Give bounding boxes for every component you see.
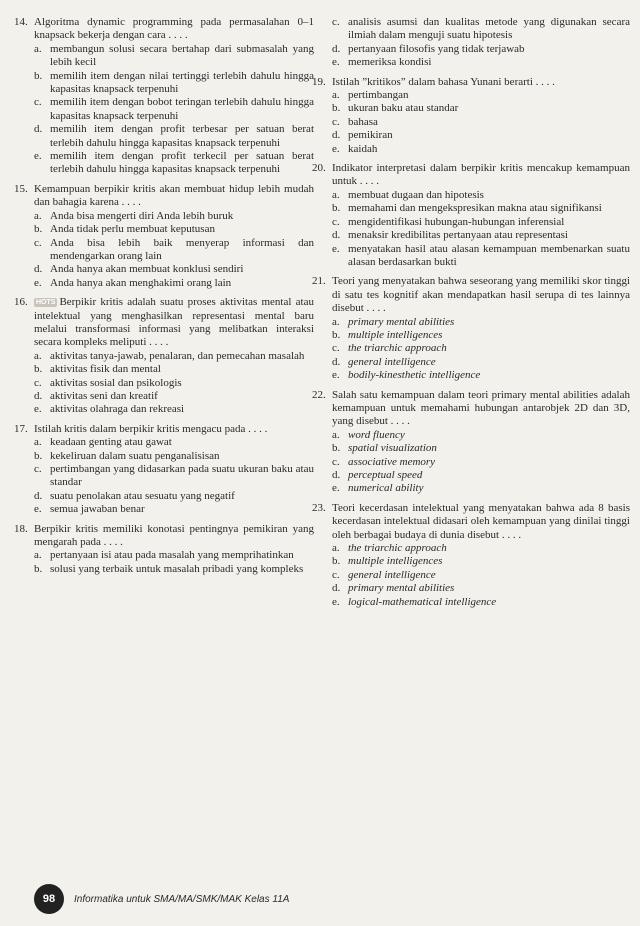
- answer-option: [312, 569, 630, 582]
- option-letter: b.: [332, 555, 341, 568]
- options-list: [312, 16, 630, 70]
- option-letter: e.: [332, 242, 340, 255]
- option-text: Anda tidak perlu membuat keputusan: [50, 223, 215, 236]
- option-text: multiple intelligences: [348, 555, 443, 568]
- options-list: [14, 549, 314, 576]
- option-text: associative memory: [348, 455, 436, 468]
- option-text: memilih item dengan profit terkecil per satuan berat terlebih dahulu hingga kapasitas knapsack terpenuhi: [50, 150, 314, 176]
- option-text: pertanyaan isi atau pada masalah yang memprihatinkan: [50, 549, 294, 562]
- option-text: memilih item dengan profit terbesar per satuan berat terlebih dahulu hingga kapasitas knapsack terpenuhi: [50, 123, 314, 149]
- book-title: Informatika untuk SMA/MA/SMK/MAK Kelas 11A: [74, 893, 290, 905]
- option-text: Anda hanya akan membuat konklusi sendiri: [50, 263, 244, 276]
- answer-option: [312, 229, 630, 242]
- question-stem: [14, 523, 314, 550]
- answer-option: [14, 450, 314, 463]
- option-letter: c.: [332, 215, 340, 228]
- answer-option: [312, 342, 630, 355]
- question-text-body: Indikator interpretasi dalam berpikir kritis mencakup kemampuan untuk . . . .: [332, 162, 630, 188]
- answer-option: [14, 123, 314, 150]
- answer-option: [312, 143, 630, 156]
- hots-badge: HOTS: [36, 299, 56, 307]
- question-number: 21.: [312, 275, 326, 288]
- option-text: keadaan genting atau gawat: [50, 436, 172, 449]
- question-text-body: Istilah kritis dalam berpikir kritis mengacu pada . . . .: [34, 422, 268, 435]
- question-stem: [312, 502, 630, 542]
- option-letter: b.: [332, 102, 341, 115]
- options-list: [312, 429, 630, 496]
- option-text: general intelligence: [348, 568, 436, 581]
- answer-option: [312, 189, 630, 202]
- option-text: spatial visualization: [348, 442, 437, 455]
- answer-option: [14, 503, 314, 516]
- question-text: [34, 16, 314, 43]
- option-letter: d.: [332, 469, 341, 481]
- option-letter: d.: [332, 229, 341, 242]
- option-text: suatu penolakan atau sesuatu yang negatif: [50, 489, 235, 502]
- option-text: mengidentifikasi hubungan-hubungan inferensial: [348, 215, 565, 228]
- answer-option: [312, 442, 630, 455]
- option-letter: d.: [332, 355, 341, 368]
- option-text: aktivitas fisik dan mental: [50, 363, 161, 376]
- option-text: memilih item dengan nilai tertinggi terlebih dahulu hingga kapasitas knapsack terpenuhi: [50, 69, 314, 96]
- answer-option: [14, 436, 314, 449]
- option-letter: b.: [34, 449, 43, 462]
- option-letter: c.: [34, 376, 42, 389]
- option-letter: a.: [332, 315, 340, 328]
- question-text: [34, 523, 314, 550]
- option-letter: b.: [34, 562, 43, 575]
- option-text: the triarchic approach: [348, 542, 447, 555]
- left-column: [14, 16, 314, 582]
- option-text: bahasa: [348, 115, 378, 128]
- question: [14, 296, 314, 417]
- option-letter: d.: [34, 123, 43, 136]
- answer-option: [312, 129, 630, 142]
- option-letter: a.: [34, 349, 42, 362]
- answer-option: [312, 469, 630, 482]
- option-letter: a.: [34, 42, 42, 55]
- options-list: [312, 189, 630, 269]
- answer-option: [312, 202, 630, 215]
- answer-option: [312, 369, 630, 382]
- question-text: [332, 76, 630, 89]
- answer-option: [14, 350, 314, 363]
- option-text: primary mental abilities: [348, 315, 455, 328]
- options-list: [14, 43, 314, 177]
- answer-option: [312, 482, 630, 495]
- option-text: perceptual speed: [348, 469, 423, 481]
- option-text: Anda bisa lebih baik menyerap informasi dan mendengarkan orang lain: [50, 236, 314, 262]
- answer-option: [14, 549, 314, 562]
- answer-option: [14, 403, 314, 416]
- answer-option: [312, 596, 630, 609]
- answer-option: [14, 43, 314, 70]
- options-list: [14, 350, 314, 417]
- answer-option: [14, 210, 314, 223]
- option-letter: e.: [34, 150, 42, 163]
- question-number: 19.: [312, 75, 326, 88]
- option-text: pertimbangan yang didasarkan pada suatu ukuran baku atau standar: [50, 463, 314, 489]
- option-letter: c.: [332, 342, 340, 355]
- option-text: the triarchic approach: [348, 342, 447, 355]
- question-number: 18.: [14, 522, 28, 535]
- option-text: aktivitas tanya-jawab, penalaran, dan pemecahan masalah: [50, 349, 305, 362]
- option-text: memilih item dengan bobot teringan terlebih dahulu hingga kapasitas knapsack terpenuhi: [50, 96, 314, 122]
- option-letter: e.: [332, 595, 340, 608]
- option-letter: d.: [332, 42, 341, 55]
- question-stem: [14, 423, 314, 436]
- question-text-body: Salah satu kemampuan dalam teori primary mental abilities adalah kemampuan untuk memahami hubungan antarobjek 2D dan 3D, yang disebut . . . .: [332, 388, 630, 428]
- option-text: kekeliruan dalam suatu penganalisisan: [50, 449, 220, 462]
- question-text: [34, 183, 314, 210]
- question-text: [332, 502, 630, 542]
- options-list: [14, 210, 314, 290]
- answer-option: [14, 96, 314, 123]
- option-text: logical-mathematical intelligence: [348, 595, 497, 608]
- option-text: membangun solusi secara bertahap dari submasalah yang lebih kecil: [50, 42, 314, 69]
- answer-option: [14, 223, 314, 236]
- option-text: analisis asumsi dan kualitas metode yang digunakan secara ilmiah dalam menguji suatu hipotesis: [348, 16, 630, 42]
- answer-option: [14, 263, 314, 276]
- answer-option: [312, 555, 630, 568]
- option-letter: a.: [332, 89, 340, 102]
- question-text-body: Istilah ”kritikos” dalam bahasa Yunani berarti . . . .: [332, 75, 555, 88]
- option-text: Anda bisa mengerti diri Anda lebih buruk: [50, 209, 234, 222]
- answer-option: [312, 102, 630, 115]
- question-stem: [14, 16, 314, 43]
- question-stem: [312, 76, 630, 89]
- option-letter: b.: [34, 363, 43, 376]
- option-text: menyatakan hasil atau alasan kemampuan membenarkan suatu alasan berdasarkan bukti: [348, 242, 630, 268]
- option-letter: e.: [34, 503, 42, 516]
- question: [312, 76, 630, 156]
- answer-option: [14, 363, 314, 376]
- question: [14, 523, 314, 577]
- option-letter: e.: [34, 403, 42, 416]
- option-letter: c.: [332, 16, 340, 28]
- answer-option: [312, 542, 630, 555]
- options-list: [14, 436, 314, 516]
- question-text: [34, 296, 314, 350]
- option-letter: e.: [34, 276, 42, 289]
- option-letter: d.: [34, 489, 43, 502]
- option-text: ukuran baku atau standar: [348, 102, 459, 115]
- option-text: Anda hanya akan menghakimi orang lain: [50, 276, 232, 289]
- question-text: [34, 423, 314, 436]
- question: [14, 16, 314, 177]
- option-letter: c.: [332, 115, 340, 128]
- option-text: general intelligence: [348, 355, 436, 368]
- question: [14, 183, 314, 290]
- answer-option: [14, 377, 314, 390]
- option-letter: d.: [34, 263, 43, 276]
- answer-option: [14, 150, 314, 177]
- option-letter: a.: [332, 428, 340, 441]
- option-text: memahami dan mengekspresikan makna atau signifikansi: [348, 202, 602, 215]
- question-text-body: Kemampuan berpikir kritis akan membuat hidup lebih mudah dan bahagia karena . . . .: [34, 182, 314, 209]
- option-letter: a.: [332, 188, 340, 201]
- option-letter: b.: [34, 223, 43, 236]
- question-text: [332, 389, 630, 429]
- option-text: pertanyaan filosofis yang tidak terjawab: [348, 42, 525, 55]
- question-stem: [14, 296, 314, 350]
- answer-option: [312, 43, 630, 56]
- question-text-body: Teori yang menyatakan bahwa seseorang yang memiliki skor tinggi di satu tes kognitif akan mendapatkan hasil serupa di tes lainnya disebut . . . .: [332, 275, 630, 315]
- question: [312, 389, 630, 496]
- option-letter: c.: [34, 96, 42, 109]
- option-text: menaksir kredibilitas pertanyaan atau representasi: [348, 229, 568, 242]
- option-letter: e.: [332, 142, 340, 155]
- question-text-body: Teori kecerdasan intelektual yang menyatakan bahwa ada 8 basis kecerdasan intelektual didasari oleh kemampuan yang dinilai tinggi oleh berbagai budaya di dunia disebut . . . .: [332, 501, 630, 541]
- page-number: 98: [34, 884, 64, 914]
- option-letter: b.: [34, 69, 43, 82]
- option-text: bodily-kinesthetic intelligence: [348, 369, 481, 382]
- option-text: aktivitas seni dan kreatif: [50, 389, 158, 402]
- answer-option: [14, 237, 314, 264]
- question-stem: [312, 275, 630, 315]
- option-text: numerical ability: [348, 482, 424, 495]
- page-footer: [34, 884, 289, 914]
- answer-option: [14, 563, 314, 576]
- option-letter: b.: [332, 328, 341, 341]
- answer-option: [312, 456, 630, 469]
- option-letter: a.: [34, 436, 42, 449]
- question-text-body: Berpikir kritis adalah suatu proses aktivitas mental atau intelektual yang menghasilkan representasi mental baru melalui transformasi informasi yang melibatkan interaksi secara kompleks meliputi . . . .: [34, 296, 314, 349]
- options-list: [312, 542, 630, 609]
- option-letter: e.: [332, 482, 340, 495]
- option-letter: d.: [332, 582, 341, 595]
- question: [312, 16, 630, 70]
- option-letter: a.: [332, 542, 340, 555]
- option-text: word fluency: [348, 428, 405, 441]
- answer-option: [312, 216, 630, 229]
- option-text: solusi yang terbaik untuk masalah pribadi yang kompleks: [50, 562, 304, 575]
- option-text: semua jawaban benar: [50, 503, 145, 516]
- answer-option: [312, 429, 630, 442]
- question-stem: [312, 162, 630, 189]
- answer-option: [312, 89, 630, 102]
- question-stem: [14, 183, 314, 210]
- answer-option: [14, 490, 314, 503]
- option-letter: a.: [34, 549, 42, 562]
- option-letter: e.: [332, 56, 340, 69]
- options-list: [312, 89, 630, 156]
- answer-option: [14, 277, 314, 290]
- option-text: pemikiran: [348, 129, 393, 142]
- answer-option: [14, 390, 314, 403]
- answer-option: [312, 16, 630, 43]
- answer-option: [312, 243, 630, 270]
- question-number: 22.: [312, 388, 326, 401]
- answer-option: [312, 56, 630, 69]
- option-letter: c.: [34, 463, 42, 475]
- option-letter: d.: [34, 389, 43, 402]
- answer-option: [312, 329, 630, 342]
- answer-option: [14, 463, 314, 490]
- question-text: [332, 162, 630, 189]
- option-text: memeriksa kondisi: [348, 56, 432, 69]
- option-letter: c.: [332, 455, 340, 468]
- option-text: primary mental abilities: [348, 582, 455, 595]
- question-text-body: Algoritma dynamic programming pada permasalahan 0–1 knapsack bekerja dengan cara . . . .: [34, 16, 314, 42]
- question-text-body: Berpikir kritis memiliki konotasi pentingnya pemikiran yang mengarah pada . . . .: [34, 522, 314, 549]
- answer-option: [14, 70, 314, 97]
- option-text: aktivitas sosial dan psikologis: [50, 376, 182, 389]
- question-number: 17.: [14, 422, 28, 435]
- right-column: [312, 16, 630, 615]
- question-stem: [312, 389, 630, 429]
- answer-option: [312, 582, 630, 595]
- question: [312, 502, 630, 609]
- option-letter: a.: [34, 209, 42, 222]
- options-list: [312, 316, 630, 383]
- answer-option: [312, 356, 630, 369]
- option-text: pertimbangan: [348, 89, 409, 102]
- option-letter: b.: [332, 202, 341, 215]
- question: [312, 162, 630, 269]
- option-text: multiple intelligences: [348, 328, 443, 341]
- question-number: 16.: [14, 296, 28, 309]
- option-text: membuat dugaan dan hipotesis: [348, 188, 484, 201]
- question-number: 15.: [14, 182, 28, 195]
- answer-option: [312, 316, 630, 329]
- question: [312, 275, 630, 382]
- question-number: 14.: [14, 16, 28, 28]
- answer-option: [312, 116, 630, 129]
- option-text: kaidah: [348, 142, 378, 155]
- option-letter: c.: [332, 568, 340, 581]
- question-number: 20.: [312, 162, 326, 175]
- question: [14, 423, 314, 517]
- option-letter: d.: [332, 129, 341, 142]
- option-letter: b.: [332, 442, 341, 455]
- question-number: 23.: [312, 501, 326, 514]
- question-text: [332, 275, 630, 315]
- option-letter: c.: [34, 236, 42, 249]
- option-letter: e.: [332, 369, 340, 382]
- option-text: aktivitas olahraga dan rekreasi: [50, 403, 185, 416]
